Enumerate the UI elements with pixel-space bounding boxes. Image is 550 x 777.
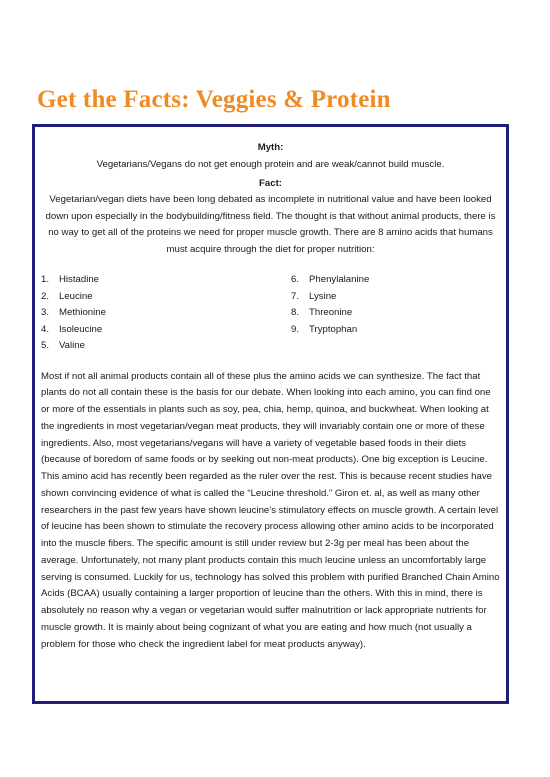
amino-acid-column-left xyxy=(41,272,291,355)
list-item: 6. Phenylalanine xyxy=(291,272,369,289)
amino-acid-name: Threonine xyxy=(309,307,353,318)
myth-heading: Myth: xyxy=(257,142,284,153)
fact-heading: Fact: xyxy=(259,178,282,189)
myth-text: Vegetarians/Vegans do not get enough protein and are weak/cannot build muscle. xyxy=(96,159,445,170)
amino-acid-name: Valine xyxy=(59,340,85,351)
list-item: 1. Histadine xyxy=(41,272,291,289)
amino-acid-name: Isoleucine xyxy=(59,323,103,335)
list-item: 2. Leucine xyxy=(41,289,291,306)
amino-acid-name: Methionine xyxy=(59,307,106,318)
list-item: 3. Methionine xyxy=(41,305,291,322)
list-item: 7. Lysine xyxy=(291,289,369,306)
list-item: 5. Valine xyxy=(41,338,291,355)
facts-content xyxy=(35,127,506,653)
list-item: 8. Threonine xyxy=(291,305,369,322)
amino-acid-name: Leucine xyxy=(59,290,93,302)
body-paragraph: Most if not all animal products contain all of these plus the amino acids we can synthesize. The fact that plants do not all contain these is the basis for our debate. When looking into each amino, you can find one or more of the essentials in plants such as soy, pea, chia, hemp, quinoa, and buckwheat. When looking at the ingredients in most vegetarian/vegan meat products, they will invariably contain one or more of these ingredients. Also, most vegetarians/vegans will have a variety of vegetable based foods in their diets (because of boredom of same foods or by seeking out non-meat products). One big exception is Leucine. This amino acid has recently been regarded as the ruler over the rest. This is because recent studies have shown convincing evidence of what is called the “Leucine threshold.” Giron et. al, as well as many other researchers in the past few years have shown leucine’s stimulatory effects on muscle growth. A certain level of leucine has been shown to stimulate the recovery process allowing other amino acids to be incorporated into the muscle fibers. The specific amount is still under review but 2-3g per meal has been about the average. Unfortunately, not many plant products contain this much leucine unless an uncomfortably large serving is consumed. Luckily for us, technology has solved this problem with purified Branched Chain Amino Acids (BCAA) usually containing a larger proportion of leucine than the others. With this in mind, there is absolutely no reason why a vegan or vegetarian would suffer malnutrition or lack appropriate nutrients for muscle growth. It is mainly about being cognizant of what you are eating and how much (not usually a problem for those who check the ingredient label for meat products anyway). xyxy=(41,370,500,650)
amino-acid-name: Lysine xyxy=(309,290,337,302)
amino-acid-name: Tryptophan xyxy=(309,323,358,335)
list-item: 9. Tryptophan xyxy=(291,322,369,339)
page-title: Get the Facts: Veggies & Protein xyxy=(37,86,391,113)
fact-text: Vegetarian/vegan diets have been long debated as incomplete in nutritional value and have been looked down upon especially in the bodybuilding/fitness field. The thought is that without animal products, there is no way to get all of the proteins we need for proper muscle growth. There are 8 amino acids that humans must acquire through the diet for proper nutrition: xyxy=(45,194,496,255)
amino-acid-column-right xyxy=(291,272,369,355)
amino-acid-list xyxy=(41,272,500,355)
amino-acid-name: Phenylalanine xyxy=(309,274,370,285)
list-item: 4. Isoleucine xyxy=(41,322,291,339)
amino-acid-name: Histadine xyxy=(59,274,99,285)
facts-box xyxy=(32,124,509,704)
